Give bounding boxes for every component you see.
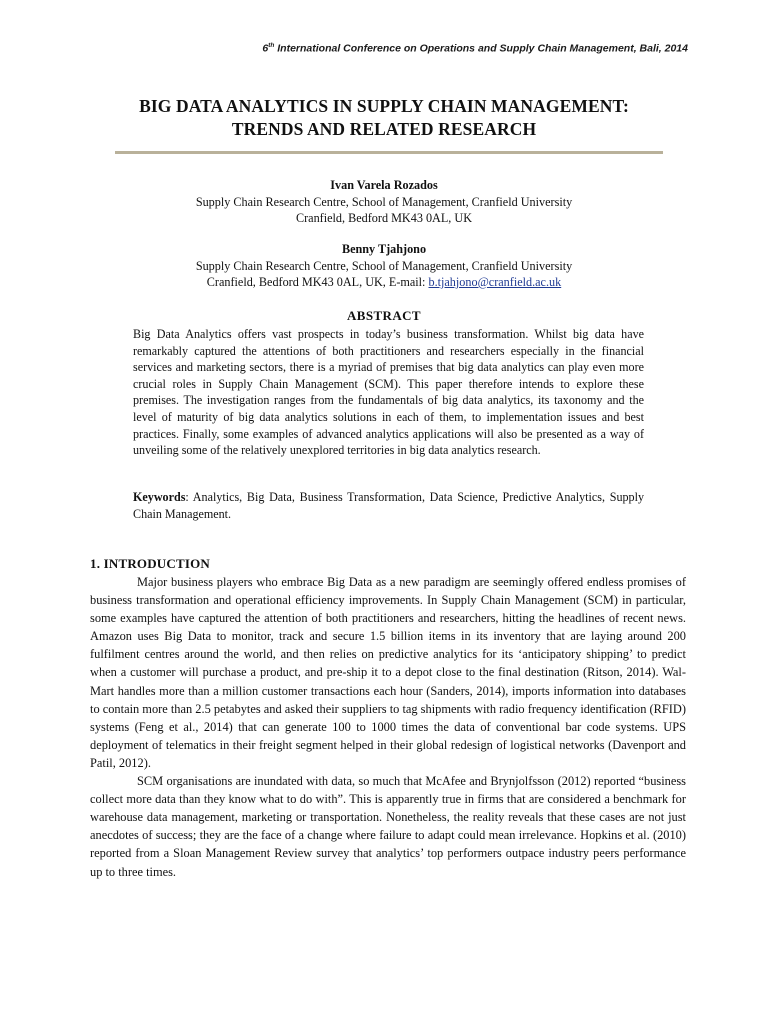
abstract-body: Big Data Analytics offers vast prospects in today’s business transformation. Whilst big data have remarkably captured the attentions of both practitioners and researchers especially in the financial services and marketing sectors, there is a myriad of premises that big data analytics can play even more crucial roles in Supply Chain Management (SCM). This paper therefore intends to explore these premises. The investigation ranges from the fundamentals of big data analytics, its taxonomy and the level of maturity of big data analytics solutions in each of them, to implementation issues and best practices. Finally, some examples of advanced analytics applications will also be presented as a way of unveiling some of the relatively unexplored territories in big data analytics research. [133,327,644,458]
section-heading-introduction: 1. INTRODUCTION [90,556,211,571]
conference-ordinal-suffix: th [268,42,275,49]
author-block-1 [60,177,708,227]
abstract-heading: ABSTRACT [347,308,421,323]
paper-title [60,95,708,141]
introduction-body [90,573,686,881]
conference-text: International Conference on Operations and Supply Chain Management, Bali, 2014 [274,42,688,55]
paragraph: Major business players who embrace Big Data as a new paradigm are seemingly offered endless promises of business transformation and operational efficiency improvements. In Supply Chain Management (SCM) in particular, some examples have captured the attention of both practitioners and researchers, hitting the headlines of recent news. Amazon uses Big Data to monitor, track and secure 1.5 billion items in its inventory that are laying around 200 fulfilment centres around the world, and then relies on predictive analytics for its ‘anticipatory shipping’ to predict when a customer will purchase a product, and pre-ship it to a depot close to the final destination (Ritson, 2014). Wal-Mart handles more than a million customer transactions each hour (Sanders, 2014), imports information into databases to contain more than 2.5 petabytes and asked their suppliers to tag shipments with radio frequency identification (RFID) systems (Feng et al., 2014) that can generate 100 to 1000 times the data of conventional bar code systems. UPS deployment of telematics in their freight segment helped in their global redesign of logistical networks (Davenport and Patil, 2012). [90,575,686,770]
conference-header [262,42,688,55]
author-affiliation: Supply Chain Research Centre, School of Management, Cranfield University [195,258,573,273]
author-address: Cranfield, Bedford MK43 0AL, UK, E-mail: [206,275,429,289]
keywords-text: : Analytics, Big Data, Business Transformation, Data Science, Predictive Analytics, Supply Chain Management. [133,490,644,521]
author-address-line [60,274,708,291]
title-line-1: BIG DATA ANALYTICS IN SUPPLY CHAIN MANAGEMENT: [139,96,629,116]
paragraph: SCM organisations are inundated with data, so much that McAfee and Brynjolfsson (2012) reported “business collect more data than they know what to do with”. This is apparently true in firms that are considered a benchmark for warehouse data management, marketing or transportation. Nonetheless, the reality reveals that these cases are not just anecdotes of success; they are the face of a change where failure to adapt could mean irrelevance. Hopkins et al. (2010) reported from a Sloan Management Review survey that analytics’ top performers outpace industry peers performance up to three times. [90,774,686,879]
author-affiliation: Supply Chain Research Centre, School of Management, Cranfield University [195,194,573,209]
title-line-2: TRENDS AND RELATED RESEARCH [231,119,537,139]
author-name: Benny Tjahjono [341,242,427,256]
author-email-link[interactable]: b.tjahjono@cranfield.ac.uk [428,275,562,289]
keywords [133,489,644,522]
conference-ordinal: 6 [262,42,269,55]
keywords-label: Keywords [133,490,186,504]
author-address: Cranfield, Bedford MK43 0AL, UK [295,211,472,225]
title-divider [115,151,663,154]
author-name: Ivan Varela Rozados [330,178,438,192]
author-block-2 [60,241,708,291]
